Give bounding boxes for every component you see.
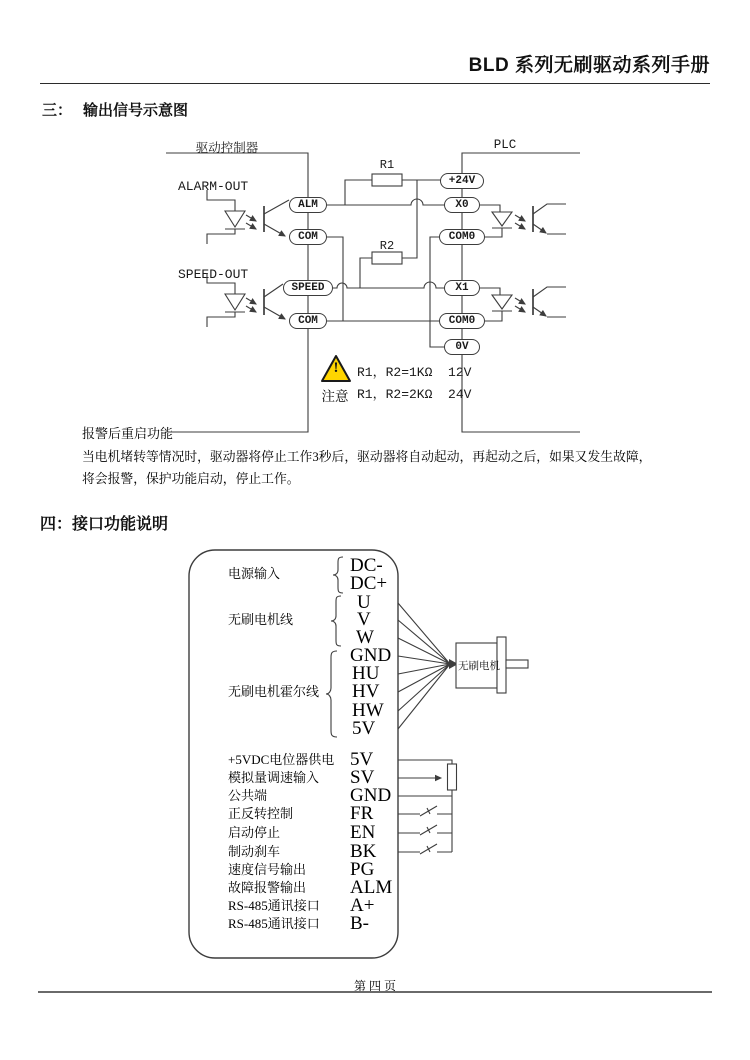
restart-line1: 当电机堵转等情况时，驱动器将停止工作3秒后，驱动器将自动起动，再起动之后，如果又发生故障， <box>82 450 652 464</box>
pin-v: V <box>357 609 371 630</box>
brace-power <box>333 557 343 593</box>
warning-exclamation: ! <box>333 360 339 376</box>
interface-label: +5VDC电位器供电 <box>228 752 335 767</box>
terminal-com-speed: COM <box>289 313 327 329</box>
section-4-number: 四： <box>40 516 73 533</box>
pin-hw: HW <box>352 700 384 721</box>
pin-a-plus: A+ <box>350 895 375 916</box>
speed-control-wires <box>398 760 452 852</box>
potentiometer-symbol <box>448 764 457 790</box>
interface-label: 电源输入 <box>228 566 281 581</box>
pin-bk: BK <box>350 841 377 862</box>
driver-region-label: 驱动控制器 <box>195 142 259 156</box>
terminal-alm: ALM <box>289 197 327 213</box>
interface-label: 公共端 <box>228 788 268 803</box>
pin-w: W <box>356 627 374 648</box>
interface-label: 正反转控制 <box>228 806 294 821</box>
pin-u: U <box>357 592 371 613</box>
pin-5v: 5V <box>350 749 374 770</box>
interface-label: 制动刹车 <box>228 844 281 859</box>
optocoupler-speed-driver <box>207 273 285 327</box>
plc-region-label: PLC <box>493 138 517 152</box>
section-3-number: 三： <box>42 102 73 119</box>
brace-hall-wires <box>326 651 337 737</box>
interface-label: RS-485通讯接口 <box>228 898 320 913</box>
pin-sv: SV <box>350 767 375 788</box>
restart-title: 报警后重启功能 <box>82 426 174 441</box>
terminal-x0: X0 <box>444 197 480 213</box>
pin-alm: ALM <box>350 877 393 898</box>
terminal-speed: SPEED <box>283 280 333 296</box>
page-number: 第 四 页 <box>353 979 396 993</box>
page-title: BLD 系列无刷驱动系列手册 <box>468 55 710 76</box>
optocoupler-plc-x0 <box>480 204 566 237</box>
brace-motor-wires <box>331 596 341 646</box>
terminal-24v: +24V <box>440 173 484 189</box>
interface-label: 无刷电机霍尔线 <box>228 684 320 699</box>
pin-hv: HV <box>352 681 380 702</box>
pin-pg: PG <box>350 859 375 880</box>
r1-label: R1 <box>379 158 395 172</box>
interface-label: 故障报警输出 <box>228 880 307 895</box>
alarm-out-label: ALARM-OUT <box>178 179 249 194</box>
interface-label: 速度信号输出 <box>228 862 307 877</box>
pin-b-minus: B- <box>350 913 369 934</box>
resistor-note-line1: R1，R2=1KΩ 12V <box>357 365 472 380</box>
terminal-0v: 0V <box>444 339 480 355</box>
caution-label: 注意 <box>321 389 349 404</box>
resistor-r2 <box>372 252 402 264</box>
switch-fr <box>398 806 452 816</box>
r2-label: R2 <box>379 239 395 253</box>
pin-hu: HU <box>352 663 380 684</box>
terminal-com0-top: COM0 <box>439 229 485 245</box>
resistor-note-line2: R1，R2=2KΩ 24V <box>357 387 472 402</box>
pin-gnd: GND <box>350 785 392 806</box>
restart-line2: 将会报警，保护功能启动，停止工作。 <box>82 472 300 486</box>
pin-dc-minus: DC- <box>350 555 383 576</box>
optocoupler-alarm-driver <box>207 190 289 244</box>
switch-bk <box>398 844 452 854</box>
switch-en <box>398 825 452 835</box>
pin-dc-plus: DC+ <box>350 573 388 594</box>
pin-5v-hall: 5V <box>352 718 376 739</box>
pin-fr: FR <box>350 803 374 824</box>
speed-out-label: SPEED-OUT <box>178 267 249 282</box>
pin-gnd-hall: GND <box>350 645 392 666</box>
interface-panel <box>189 550 398 958</box>
interface-label: 启动停止 <box>228 825 281 840</box>
terminal-x1: X1 <box>444 280 480 296</box>
interface-label: 模拟量调速输入 <box>228 770 320 785</box>
pin-en: EN <box>350 822 376 843</box>
section-3-title: 输出信号示意图 <box>83 102 189 119</box>
resistor-r1 <box>372 174 402 186</box>
section-4-title: 接口功能说明 <box>72 516 169 533</box>
terminal-com0-bottom: COM0 <box>439 313 485 329</box>
interface-label: 无刷电机线 <box>228 612 294 627</box>
motor-fan-wires <box>398 603 450 729</box>
terminal-com-alarm: COM <box>289 229 327 245</box>
plc-frame <box>462 153 580 432</box>
interface-label: RS-485通讯接口 <box>228 916 320 931</box>
motor-label: 无刷电机 <box>458 661 500 672</box>
optocoupler-plc-x1 <box>480 287 566 321</box>
